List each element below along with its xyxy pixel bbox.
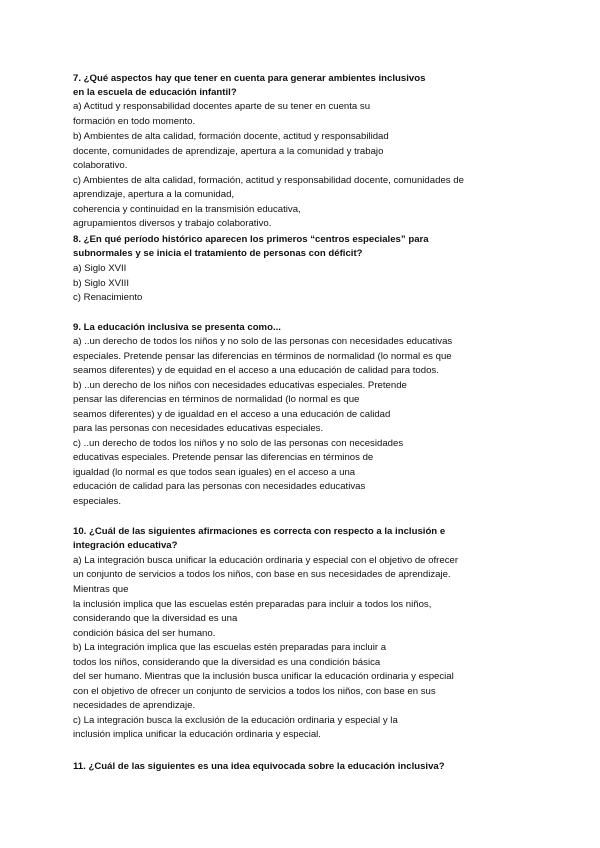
answer-line: condición básica del ser humano. — [73, 628, 216, 639]
answer-line: especiales. Pretende pensar las diferencias en términos de normalidad (lo normal es que — [73, 351, 452, 362]
answer-line: igualdad (lo normal es que todos sean iguales) en el acceso a una — [73, 467, 356, 478]
answer-line: con el objetivo de ofrecer un conjunto de servicios a todos los niños, con base en sus — [73, 686, 436, 697]
question-line: 7. ¿Qué aspectos hay que tener en cuenta para generar ambientes inclusivos — [73, 73, 426, 84]
answer-line: formación en todo momento. — [73, 116, 196, 127]
answer-line: c) Ambientes de alta calidad, formación, actitud y responsabilidad docente, comunidades de — [73, 175, 464, 186]
answer-line: especiales. — [73, 496, 121, 507]
answer-line: inclusión implica unificar la educación ordinaria y especial. — [73, 729, 321, 740]
question-line: 8. ¿En qué período histórico aparecen los primeros “centros especiales” para — [73, 234, 429, 245]
answer-line: a) La integración busca unificar la educación ordinaria y especial con el objetivo de ofrecer — [73, 555, 459, 566]
question-line: 11. ¿Cuál de las siguientes es una idea equivocada sobre la educación inclusiva? — [73, 761, 445, 772]
question-line: en la escuela de educación infantil? — [73, 87, 237, 98]
answer-line: b) ..un derecho de los niños con necesidades educativas especiales. Pretende — [73, 380, 407, 391]
answer-line: educación de calidad para las personas con necesidades educativas — [73, 481, 366, 492]
answer-line: Mientras que — [73, 584, 129, 595]
answer-line: c) La integración busca la exclusión de la educación ordinaria y especial y la — [73, 715, 398, 726]
answer-line: educativas especiales. Pretende pensar las diferencias en términos de — [73, 452, 374, 463]
answer-line: c) ..un derecho de todos los niños y no solo de las personas con necesidades — [73, 438, 404, 449]
answer-line: a) Siglo XVII — [73, 263, 127, 274]
answer-line: b) La integración implica que las escuelas estén preparadas para incluir a — [73, 642, 387, 653]
answer-line: b) Siglo XVIII — [73, 278, 129, 289]
answer-line: c) Renacimiento — [73, 292, 143, 303]
answer-line: coherencia y continuidad en la transmisión educativa, — [73, 204, 301, 215]
answer-line: a) Actitud y responsabilidad docentes aparte de su tener en cuenta su — [73, 101, 371, 112]
answer-line: necesidades de aprendizaje. — [73, 700, 196, 711]
answer-line: docente, comunidades de aprendizaje, apertura a la comunidad y trabajo — [73, 146, 384, 157]
answer-line: aprendizaje, apertura a la comunidad, — [73, 189, 235, 200]
answer-line: la inclusión implica que las escuelas estén preparadas para incluir a todos los niños, — [73, 599, 432, 610]
answer-line: del ser humano. Mientras que la inclusión busca unificar la educación ordinaria y especial — [73, 671, 454, 682]
answer-line: todos los niños, considerando que la diversidad es una condición básica — [73, 657, 381, 668]
question-line: integración educativa? — [73, 540, 178, 551]
question-line: subnormales y se inicia el tratamiento de personas con déficit? — [73, 248, 363, 259]
answer-line: a) ..un derecho de todos los niños y no solo de las personas con necesidades educativas — [73, 336, 453, 347]
answer-line: pensar las diferencias en términos de normalidad (lo normal es que — [73, 394, 360, 405]
answer-line: colaborativo. — [73, 160, 128, 171]
answer-line: para las personas con necesidades educativas especiales. — [73, 423, 324, 434]
answer-line: un conjunto de servicios a todos los niños, con base en sus necesidades de aprendizaje. — [73, 569, 451, 580]
answer-line: seamos diferentes) y de equidad en el acceso a una educación de calidad para todos. — [73, 365, 439, 376]
answer-line: b) Ambientes de alta calidad, formación docente, actitud y responsabilidad — [73, 131, 389, 142]
answer-line: considerando que la diversidad es una — [73, 613, 238, 624]
answer-line: seamos diferentes) y de igualdad en el acceso a una educación de calidad — [73, 409, 391, 420]
question-line: 10. ¿Cuál de las siguientes afirmaciones es correcta con respecto a la inclusión e — [73, 526, 446, 537]
answer-line: agrupamientos diversos y trabajo colaborativo. — [73, 218, 272, 229]
question-line: 9. La educación inclusiva se presenta como... — [73, 322, 281, 333]
